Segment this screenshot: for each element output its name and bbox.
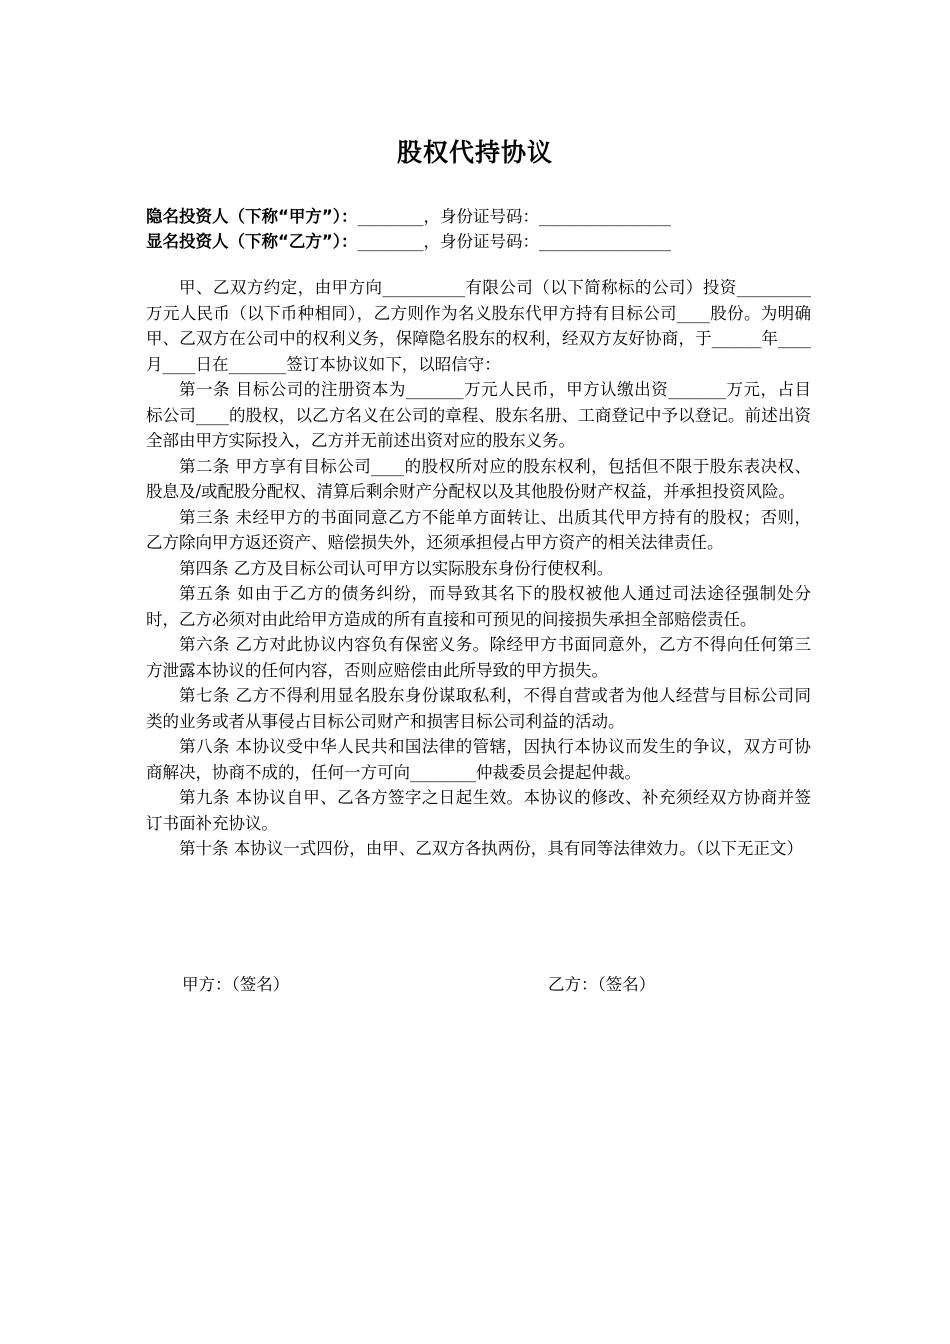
- article-3: 第三条 未经甲方的书面同意乙方不能单方面转让、出质其代甲方持有的股权；否则，乙方除向甲方返还资产、赔偿损失外，还须承担侵占甲方资产的相关法律责任。: [146, 507, 811, 552]
- party-a-fields: ________，身份证号码：________________: [357, 207, 671, 226]
- article-2: 第二条 甲方享有目标公司____的股权所对应的股东权利，包括但不限于股东表决权、股息及/或配股分配权、清算后剩余财产分配权以及其他股份财产权益，并承担投资风险。: [146, 456, 811, 501]
- agreement-body: [146, 275, 811, 862]
- article-1: 第一条 目标公司的注册资本为_______万元人民币，甲方认缴出资_______万元，占目标公司____的股权，以乙方名义在公司的章程、股东名册、工商登记中予以登记。前述出资全部由甲方实际投入，乙方并无前述出资对应的股东义务。: [146, 380, 811, 450]
- article-4: 第四条 乙方及目标公司认可甲方以实际股东身份行使权利。: [179, 558, 614, 578]
- article-9: 第九条 本协议自甲、乙各方签字之日起生效。本协议的修改、补充须经双方协商并签订书面补充协议。: [146, 788, 811, 833]
- article-8: 第八条 本协议受中华人民共和国法律的管辖，因执行本协议而发生的争议，双方可协商解决，协商不成的，任何一方可向________仲裁委员会提起仲裁。: [146, 737, 811, 782]
- party-b-line: [146, 228, 671, 252]
- party-b-fields: ________，身份证号码：________________: [357, 232, 671, 251]
- preamble-paragraph: 甲、乙双方约定，由甲方向__________有限公司（以下简称标的公司）投资_________万元人民币（以下币种相同），乙方则作为名义股东代甲方持有目标公司____股份。为明确甲、乙双方在公司中的权利义务，保障隐名股东的权利，经双方友好协商，于______年____月____日在_______签订本协议如下，以昭信守：: [146, 278, 811, 374]
- article-6: 第六条 乙方对此协议内容负有保密义务。除经甲方书面同意外，乙方不得向任何第三方泄露本协议的任何内容，否则应赔偿由此所导致的甲方损失。: [146, 635, 811, 680]
- article-7: 第七条 乙方不得利用显名股东身份谋取私利，不得自营或者为他人经营与目标公司同类的业务或者从事侵占目标公司财产和损害目标公司利益的活动。: [146, 686, 811, 731]
- article-10: 第十条 本协议一式四份，由甲、乙双方各执两份，具有同等法律效力。（以下无正文）: [179, 839, 803, 858]
- article-5: 第五条 如由于乙方的债务纠纷，而导致其名下的股权被他人通过司法途径强制处分时，乙方必须对由此给甲方造成的所有直接和可预见的间接损失承担全部赔偿责任。: [146, 584, 811, 629]
- party-b-signature: 乙方：（签名）: [548, 975, 656, 994]
- party-a-label: 隐名投资人（下称“甲方”）：: [146, 207, 358, 226]
- party-a-line: [146, 203, 671, 227]
- document-title: 股权代持协议: [396, 138, 553, 167]
- party-b-label: 显名投资人（下称“乙方”）：: [146, 232, 358, 251]
- party-a-signature: 甲方：（签名）: [182, 975, 290, 994]
